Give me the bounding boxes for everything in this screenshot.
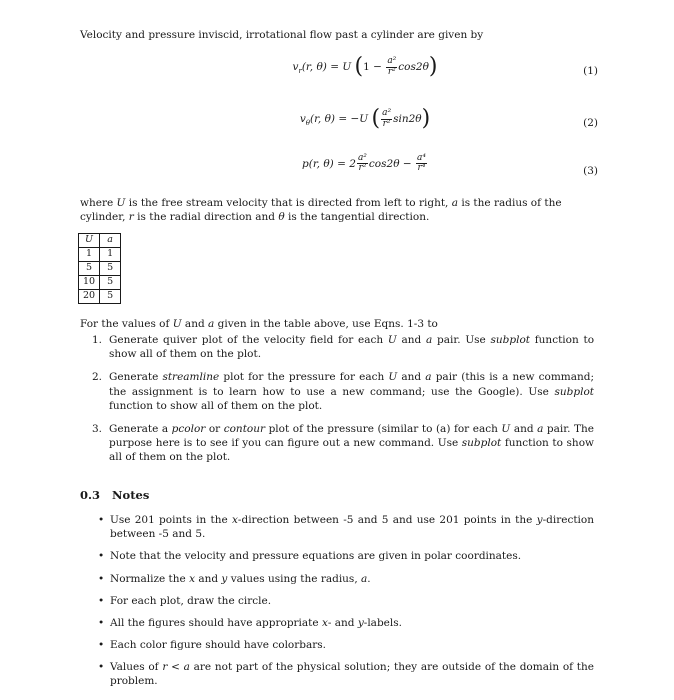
note-var: y: [536, 514, 543, 526]
where-var-u: U: [116, 197, 126, 209]
forvals-t2: and: [181, 318, 209, 330]
note-text: and: [195, 572, 222, 585]
task-text: function to show all of them on the plot.: [109, 334, 595, 361]
table-header-a: a: [100, 234, 121, 248]
table-header-u: U: [79, 234, 100, 248]
where-t4: is the radial direction and: [133, 211, 279, 224]
for-values-paragraph: [80, 317, 600, 331]
task-text: and: [397, 371, 426, 384]
task-text: plot for the pressure for each: [219, 371, 389, 384]
where-var-theta: θ: [278, 211, 285, 224]
eq2-args: (r, θ) = −U: [309, 113, 369, 125]
table-cell: 5: [100, 290, 121, 304]
task-item-3: [92, 422, 594, 465]
note-text: All the figures should have appropriate: [110, 616, 322, 629]
note-text: Use 201 points in the: [110, 514, 232, 526]
note-var: a: [361, 572, 368, 585]
task-var-a: a: [425, 371, 432, 384]
bullet-icon: •: [98, 616, 105, 629]
note-item: [98, 549, 594, 563]
eq3-den2: r⁴: [417, 163, 426, 174]
forvals-var-u: U: [172, 318, 182, 330]
note-var: x: [189, 572, 195, 585]
note-text: <: [167, 661, 184, 674]
note-text: Each color figure should have colorbars.: [110, 639, 326, 652]
eq1-num: a²: [387, 56, 397, 67]
note-text: For each plot, draw the circle.: [110, 594, 272, 607]
table-row: [79, 290, 121, 304]
bullet-icon: •: [98, 572, 105, 585]
note-item: [98, 660, 594, 688]
note-text: Normalize the: [110, 572, 190, 585]
eq2-sub: θ: [305, 119, 310, 128]
note-item: [98, 616, 594, 630]
task-keyword: subplot: [554, 385, 594, 398]
eq2-close-paren: ): [421, 106, 431, 131]
forvals-var-a: a: [208, 318, 215, 330]
eq1-before: 1 −: [363, 61, 382, 73]
task-var-a: a: [426, 334, 433, 346]
values-table: [78, 233, 121, 304]
table-row: [79, 276, 121, 290]
eq2-open-paren: (: [371, 106, 381, 131]
note-text: are not part of the physical solution; they are outside of the domain of the problem.: [110, 661, 594, 688]
task-item-1: [92, 333, 594, 361]
section-heading: [80, 488, 149, 504]
task-keyword: streamline: [162, 371, 220, 384]
task-number: 1.: [92, 334, 103, 346]
eq1-args: (r, θ) = U: [301, 61, 352, 73]
task-text: Generate quiver plot of the velocity field for each: [109, 334, 388, 346]
task-keyword: contour: [223, 422, 266, 435]
table-cell: 10: [79, 276, 100, 290]
table-cell: 5: [79, 262, 100, 276]
note-text: values using the radius,: [227, 572, 361, 585]
eq1-den: r²: [387, 66, 396, 77]
table-row: [79, 262, 121, 276]
eq3-lhs: p(r, θ) = 2: [302, 157, 356, 170]
section-title: Notes: [112, 488, 150, 502]
table-cell: 5: [100, 276, 121, 290]
eq1-lhs: v: [292, 61, 299, 73]
task-var-u: U: [388, 371, 398, 384]
eq2-lhs: v: [299, 113, 306, 125]
where-var-a: a: [451, 197, 458, 209]
note-item: [98, 513, 594, 541]
bullet-icon: •: [98, 639, 105, 652]
eq3-mid: cos2θ −: [368, 157, 412, 170]
note-text: .: [367, 572, 371, 585]
note-text: -direction between -5 and 5.: [110, 514, 594, 541]
eq1-close-paren: ): [428, 54, 438, 79]
task-var-u: U: [387, 334, 397, 346]
bullet-icon: •: [98, 594, 105, 607]
note-text: -labels.: [363, 616, 402, 629]
task-list: [92, 333, 594, 473]
where-t5: is the tangential direction.: [284, 211, 430, 224]
task-text: plot of the pressure (similar to (a) for each: [265, 422, 502, 435]
bullet-icon: •: [98, 661, 105, 674]
task-text: Generate a: [109, 422, 172, 435]
table-row: [79, 248, 121, 262]
note-item: [98, 572, 594, 586]
section-number: 0.3: [80, 488, 101, 502]
equation-1: [200, 56, 530, 78]
eq3-num2: a⁴: [417, 153, 426, 163]
eq3-fraction-2: [416, 154, 427, 174]
notes-list: [98, 513, 594, 697]
note-text: Note that the velocity and pressure equations are given in polar coordinates.: [110, 550, 522, 563]
equation-2: [200, 108, 530, 130]
equation-3-number: (3): [583, 165, 598, 177]
table-cell: 20: [79, 290, 100, 304]
where-paragraph: [80, 196, 600, 224]
eq1-sub: r: [298, 67, 302, 76]
table-cell: 1: [79, 248, 100, 262]
eq2-den: r²: [382, 118, 391, 129]
eq2-fraction: [381, 109, 392, 129]
note-var: y: [221, 572, 228, 585]
eq3-num: a²: [357, 153, 367, 163]
task-number: 2.: [92, 371, 103, 384]
bullet-icon: •: [98, 514, 105, 526]
where-t2: is the free stream velocity that is directed from left to right,: [125, 197, 452, 209]
task-keyword: subplot: [490, 334, 531, 346]
task-text: and: [510, 422, 538, 435]
task-text: pair (this is a new command; the assignment is to learn how to use a new command; use the Google). Use: [109, 371, 595, 398]
table-cell: 5: [100, 262, 121, 276]
eq2-num: a²: [382, 108, 392, 119]
where-t1: where: [80, 197, 117, 209]
note-var: y: [357, 616, 364, 629]
task-text: function to show all of them on the plot.: [109, 399, 323, 412]
equation-2-number: (2): [583, 117, 598, 129]
task-item-2: [92, 370, 594, 413]
note-text: -direction between -5 and 5 and use 201 points in the: [237, 514, 537, 526]
task-number: 3.: [92, 422, 103, 435]
task-text: and: [396, 334, 427, 346]
task-text: Generate: [109, 371, 163, 384]
task-var-a: a: [537, 422, 544, 435]
bullet-icon: •: [98, 550, 105, 563]
note-var: a: [183, 661, 190, 674]
task-keyword: pcolor: [171, 422, 206, 435]
note-var: x: [232, 514, 238, 526]
equation-3: [200, 154, 530, 174]
task-keyword: subplot: [461, 437, 502, 450]
note-item: [98, 594, 594, 608]
intro-paragraph: Velocity and pressure inviscid, irrotational flow past a cylinder are given by: [80, 29, 484, 41]
eq3-fraction-1: [357, 154, 368, 174]
note-item: [98, 638, 594, 652]
task-var-u: U: [501, 422, 511, 435]
eq2-after: sin2θ: [393, 113, 422, 125]
table-cell: 1: [100, 248, 121, 262]
note-var: r: [162, 661, 168, 674]
task-text: pair. Use: [432, 334, 491, 346]
forvals-t1: For the values of: [80, 318, 173, 330]
eq1-open-paren: (: [354, 54, 364, 79]
eq1-after: cos2θ: [398, 61, 429, 73]
task-text: or: [205, 422, 224, 435]
task-text: function to show all of them on the plot.: [109, 437, 595, 464]
where-t3: is the radius of the cylinder,: [80, 197, 562, 224]
note-text: Values of: [110, 661, 163, 674]
table-header-row: [79, 234, 121, 248]
task-text: pair. The purpose here is to see if you can figure out a new command. Use: [109, 422, 594, 450]
note-text: - and: [327, 616, 358, 629]
note-var: x: [321, 616, 328, 629]
where-var-r: r: [128, 211, 134, 224]
equation-1-number: (1): [583, 65, 598, 77]
eq1-fraction: [386, 57, 397, 77]
forvals-t3: given in the table above, use Eqns. 1-3 to: [214, 318, 438, 330]
eq3-den: r²: [358, 163, 367, 174]
